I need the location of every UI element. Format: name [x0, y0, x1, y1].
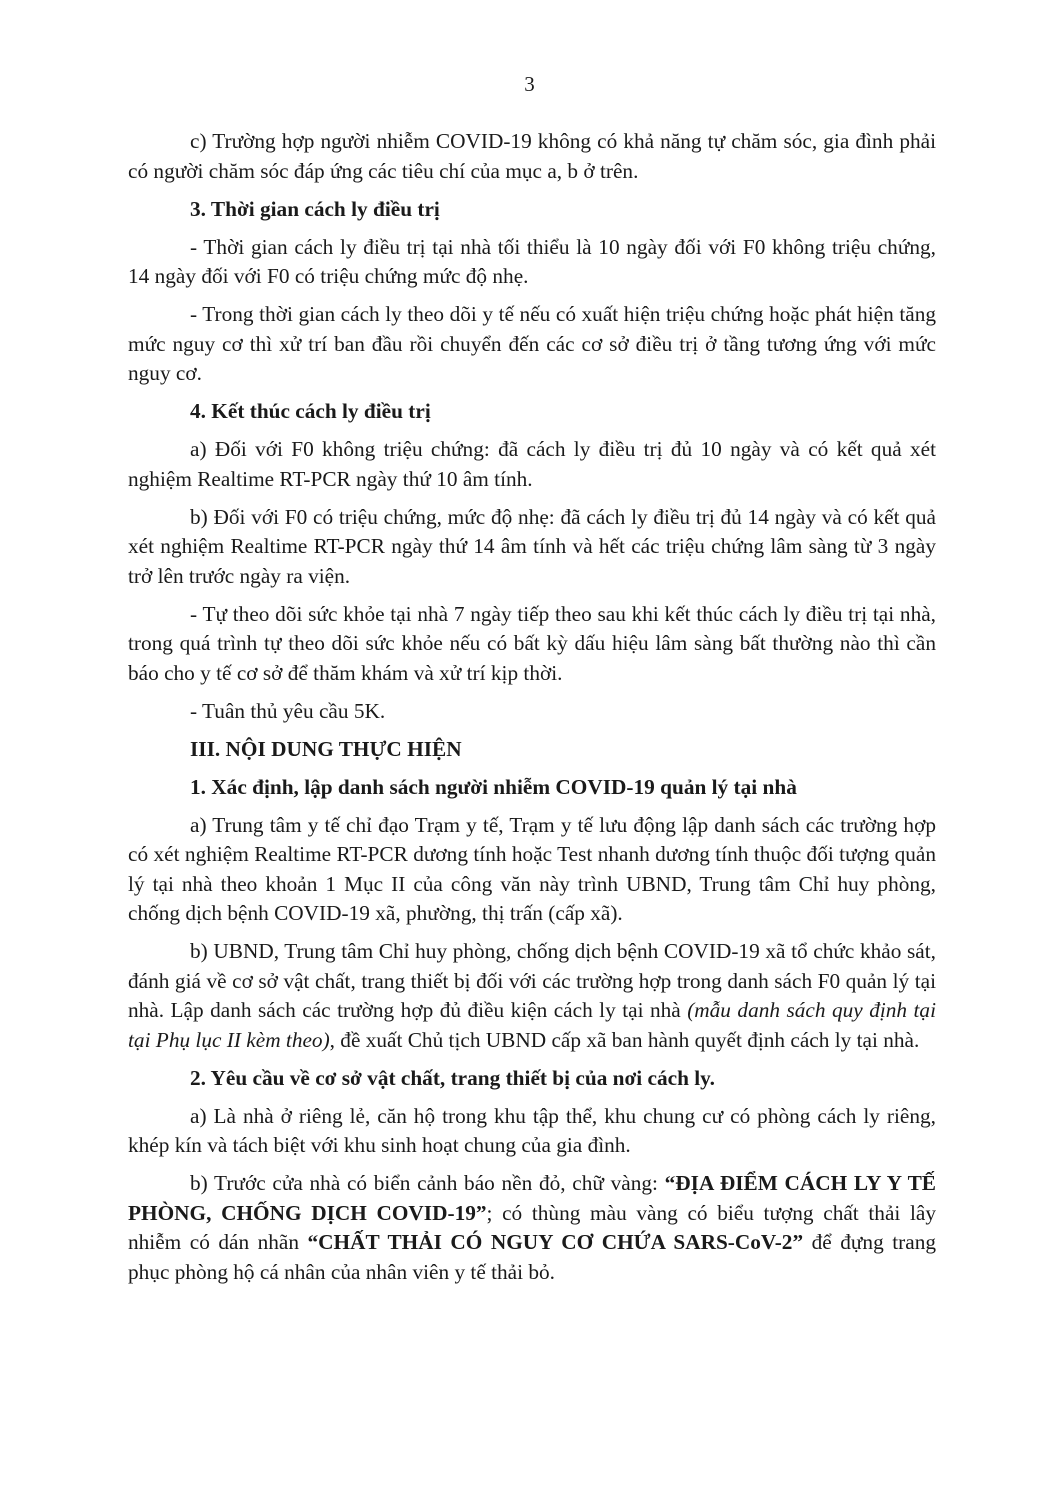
bold-label-text: “CHẤT THẢI CÓ NGUY CƠ CHỨA SARS-CoV-2”	[307, 1230, 804, 1254]
heading-isolation-duration: 3. Thời gian cách ly điều trị	[190, 196, 440, 221]
text-run: , đề xuất Chủ tịch UBND cấp xã ban hành quyết định cách ly tại nhà.	[329, 1027, 920, 1052]
text-run: ; có thùng màu vàng có biểu tượng chất thải lây nhiễm có dán nhãn	[128, 1200, 936, 1254]
heading-III-1-list: 1. Xác định, lập danh sách người nhiễm COVID-19 quản lý tại nhà	[190, 774, 797, 799]
heading-III-2-facilities: 2. Yêu cầu về cơ sở vật chất, trang thiết bị của nơi cách ly.	[190, 1065, 715, 1090]
paragraph-isolation-minimum: - Thời gian cách ly điều trị tại nhà tối thiểu là 10 ngày đối với F0 không triệu chứng, 14 ngày đối với F0 có triệu chứng mức độ nhẹ.	[128, 234, 936, 288]
paragraph-end-asymptomatic: a) Đối với F0 không triệu chứng: đã cách ly điều trị đủ 10 ngày và có kết quả xét nghiệm Realtime RT-PCR ngày thứ 10 âm tính.	[128, 437, 936, 491]
bold-sign-text: “ĐỊA ĐIỂM CÁCH LY Y TẾ PHÒNG, CHỐNG DỊCH COVID-19”	[128, 1171, 936, 1225]
paragraph-isolation-monitoring: - Trong thời gian cách ly theo dõi y tế nếu có xuất hiện triệu chứng hoặc phát hiện tăng mức nguy cơ thì xử trí ban đầu rồi chuyển đến các cơ sở điều trị ở tầng tương ứng với mức nguy cơ.	[128, 302, 936, 385]
paragraph-III-2-b	[128, 1169, 936, 1287]
document-body	[128, 127, 936, 1296]
heading-end-isolation: 4. Kết thúc cách ly điều trị	[190, 399, 431, 423]
paragraph-end-symptomatic: b) Đối với F0 có triệu chứng, mức độ nhẹ: đã cách ly điều trị đủ 14 ngày và có kết quả xét nghiệm Realtime RT-PCR ngày thứ 14 âm tính và hết các triệu chứng lâm sàng từ 3 ngày trở lên trước ngày ra viện.	[128, 504, 936, 588]
paragraph-III-2-a: a) Là nhà ở riêng lẻ, căn hộ trong khu tập thể, khu chung cư có phòng cách ly riêng, khép kín và tách biệt với khu sinh hoạt chung của gia đình.	[128, 1103, 936, 1157]
page-number: 3	[524, 72, 535, 96]
paragraph-self-monitoring: - Tự theo dõi sức khỏe tại nhà 7 ngày tiếp theo sau khi kết thúc cách ly điều trị tại nhà, trong quá trình tự theo dõi sức khỏe nếu có bất kỳ dấu hiệu lâm sàng bất thường nào thì cần báo cho y tế cơ sở để thăm khám và xử trí kịp thời.	[128, 601, 936, 685]
text-run: để đựng trang phục phòng hộ cá nhân của nhân viên y tế thải bỏ.	[128, 1230, 936, 1284]
paragraph-III-1-b	[128, 937, 936, 1055]
italic-appendix-note: (mẫu danh sách quy định tại tại Phụ lục II kèm theo)	[128, 998, 936, 1052]
paragraph-5k: - Tuân thủ yêu cầu 5K.	[190, 698, 386, 723]
heading-section-III: III. NỘI DUNG THỰC HIỆN	[190, 736, 462, 761]
paragraph-c-caregiver: c) Trường hợp người nhiễm COVID-19 không có khả năng tự chăm sóc, gia đình phải có người chăm sóc đáp ứng các tiêu chí của mục a, b ở trên.	[128, 129, 936, 183]
paragraph-III-1-a: a) Trung tâm y tế chỉ đạo Trạm y tế, Trạm y tế lưu động lập danh sách các trường hợp có xét nghiệm Realtime RT-PCR dương tính hoặc Test nhanh dương tính thuộc đối tượng quản lý tại nhà theo khoản 1 Mục II của công văn này trình UBND, Trung tâm Chỉ huy phòng, chống dịch bệnh COVID-19 xã, phường, thị trấn (cấp xã).	[128, 812, 936, 925]
text-run: b) UBND, Trung tâm Chỉ huy phòng, chống dịch bệnh COVID-19 xã tổ chức khảo sát, đánh giá về cơ sở vật chất, trang thiết bị đối với các trường hợp trong danh sách F0 quản lý tại nhà. Lập danh sách các trường hợp đủ điều kiện cách ly tại nhà	[128, 939, 936, 1022]
text-run: b) Trước cửa nhà có biển cảnh báo nền đỏ, chữ vàng:	[190, 1171, 665, 1195]
